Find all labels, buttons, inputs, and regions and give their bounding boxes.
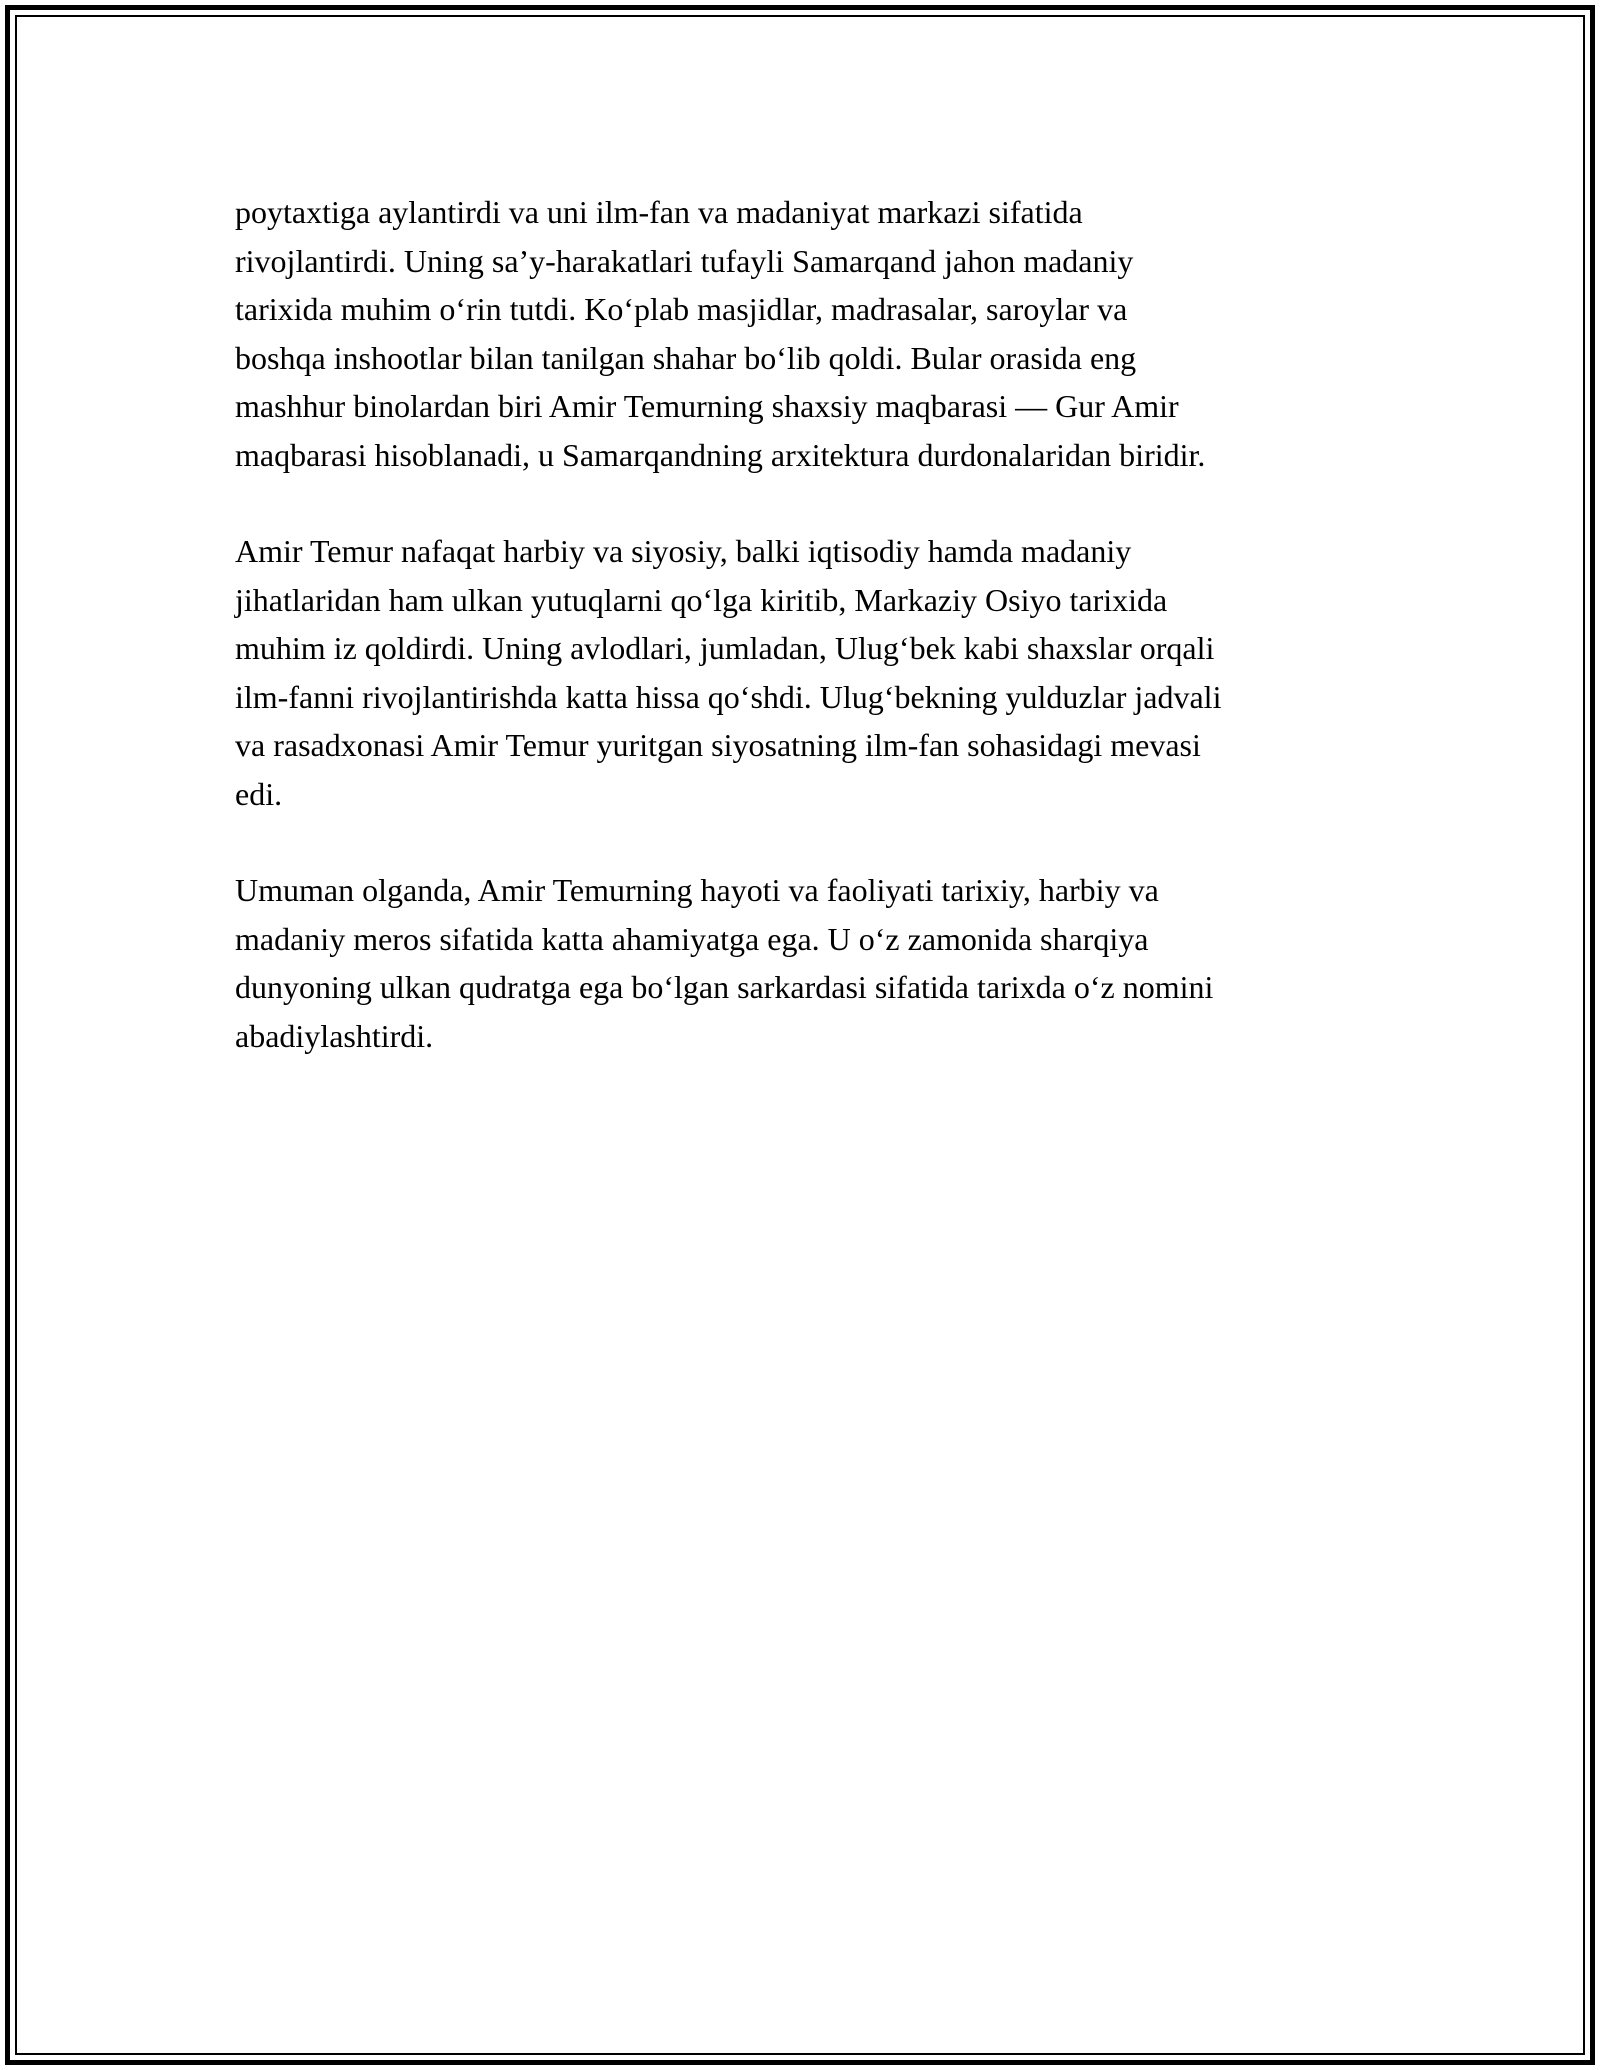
paragraph-1: poytaxtiga aylantirdi va uni ilm-fan va madaniyat markazi sifatida rivojlantirdi. Uning sa’y-harakatlari tufayli Samarqand jahon madaniy tarixida muhim o‘rin tutdi. Ko‘plab masjidlar, madrasalar, saroylar va boshqa inshootlar bilan tanilgan shahar bo‘lib qoldi. Bular orasida eng mashhur binolardan biri Amir Temurning shaxsiy maqbarasi — Gur Amir maqbarasi hisoblanadi, u Samarqandning arxitektura durdonalaridan biridir. [235, 194, 1206, 473]
paragraph-2: Amir Temur nafaqat harbiy va siyosiy, balki iqtisodiy hamda madaniy jihatlaridan ham ulkan yutuqlarni qo‘lga kiritib, Markaziy Osiyo tarixida muhim iz qoldirdi. Uning avlodlari, jumladan, Ulug‘bek kabi shaxslar orqali ilm-fanni rivojlantirishda katta hissa qo‘shdi. Ulug‘bekning yulduzlar jadvali va rasadxonasi Amir Temur yuritgan siyosatning ilm-fan sohasidagi mevasi edi. [235, 533, 1222, 812]
paragraph-3: Umuman olganda, Amir Temurning hayoti va faoliyati tarixiy, harbiy va madaniy meros sifatida katta ahamiyatga ega. U o‘z zamonida sharqiya dunyoning ulkan qudratga ega bo‘lgan sarkardasi sifatida tarixda o‘z nomini abadiylashtirdi. [235, 872, 1214, 1054]
document-body [235, 188, 1385, 1108]
